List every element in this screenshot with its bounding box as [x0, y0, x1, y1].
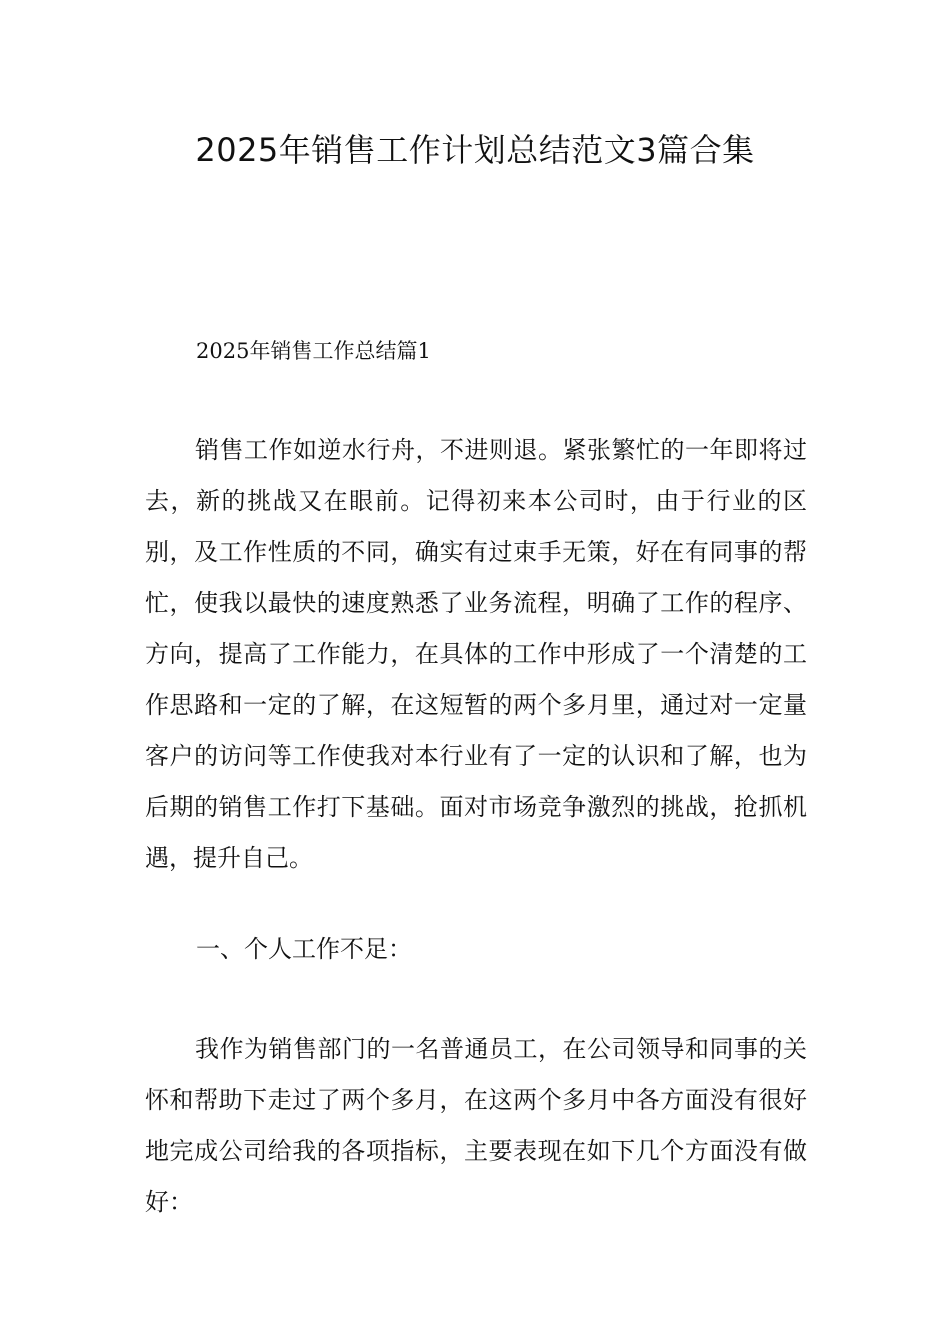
body-paragraph-shortcomings: 我作为销售部门的一名普通员工，在公司领导和同事的关怀和帮助下走过了两个多月，在这两个多月中各方面没有很好地完成公司给我的各项指标，主要表现在如下几个方面没有做好： — [145, 1035, 807, 1216]
subheading-personal-shortcomings: 一、个人工作不足： — [196, 935, 412, 963]
document-title: 2025年销售工作计划总结范文3篇合集 — [195, 131, 755, 169]
body-paragraph-intro: 销售工作如逆水行舟，不进则退。紧张繁忙的一年即将过去，新的挑战又在眼前。记得初来本公司时，由于行业的区别，及工作性质的不同，确实有过束手无策，好在有同事的帮忙，使我以最快的速度熟悉了业务流程，明确了工作的程序、方向，提高了工作能力，在具体的工作中形成了一个清楚的工作思路和一定的了解，在这短暂的两个多月里，通过对一定量客户的访问等工作使我对本行业有了一定的认识和了解，也为后期的销售工作打下基础。面对市场竞争激烈的挑战，抢抓机遇，提升自己。 — [145, 436, 807, 872]
section-title: 2025年销售工作总结篇1 — [196, 339, 431, 363]
